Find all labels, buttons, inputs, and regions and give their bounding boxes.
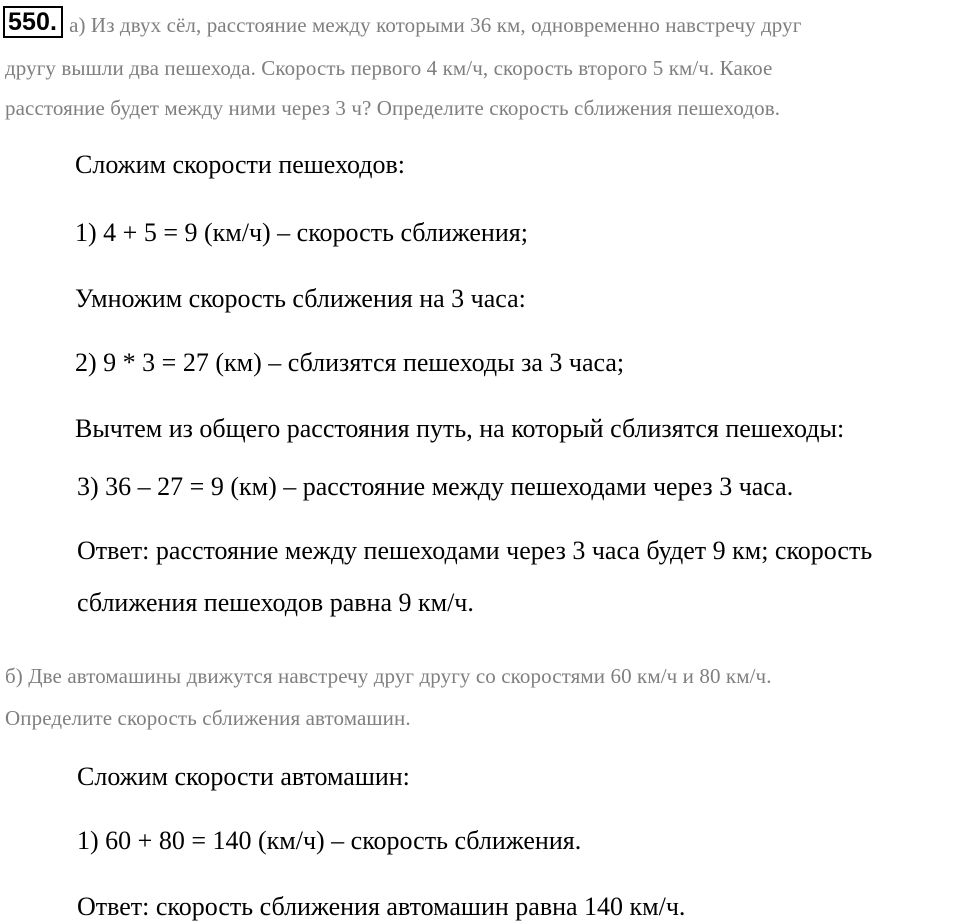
solution-a-line-2: 1) 4 + 5 = 9 (км/ч) – скорость сближения; [75, 218, 528, 247]
solution-a-line-3: Умножим скорость сближения на 3 часа: [75, 284, 526, 313]
solution-b-line-1: Сложим скорости автомашин: [77, 762, 410, 791]
task-b-line-1: б) Две автомашины движутся навстречу друг другу со скоростями 60 км/ч и 80 км/ч. [5, 664, 772, 688]
task-a-line-3: расстояние будет между ними через 3 ч? Определите скорость сближения пешеходов. [5, 96, 781, 120]
task-b-line-2: Определите скорость сближения автомашин. [5, 706, 411, 730]
solution-b-line-2: 1) 60 + 80 = 140 (км/ч) – скорость сближения. [77, 826, 582, 855]
solution-a-answer-line-1: Ответ: расстояние между пешеходами через 3 часа будет 9 км; скорость [77, 536, 873, 565]
solution-a-answer-line-2: сближения пешеходов равна 9 км/ч. [77, 588, 474, 617]
task-a-line-2: другу вышли два пешехода. Скорость первого 4 км/ч, скорость второго 5 км/ч. Какое [5, 56, 773, 80]
solution-b-answer: Ответ: скорость сближения автомашин равна 140 км/ч. [77, 892, 686, 921]
solution-a-line-6: 3) 36 – 27 = 9 (км) – расстояние между пешеходами через 3 часа. [77, 472, 794, 501]
task-a-line-1 [3, 6, 801, 38]
task-a-text-1: а) Из двух сёл, расстояние между которыми 36 км, одновременно навстречу друг [69, 13, 802, 37]
solution-a-line-5: Вычтем из общего расстояния путь, на который сблизятся пешеходы: [75, 414, 845, 443]
solution-a-line-4: 2) 9 * 3 = 27 (км) – сблизятся пешеходы за 3 часа; [75, 348, 625, 377]
solution-a-line-1: Сложим скорости пешеходов: [75, 150, 405, 179]
problem-number: 550. [3, 6, 63, 38]
